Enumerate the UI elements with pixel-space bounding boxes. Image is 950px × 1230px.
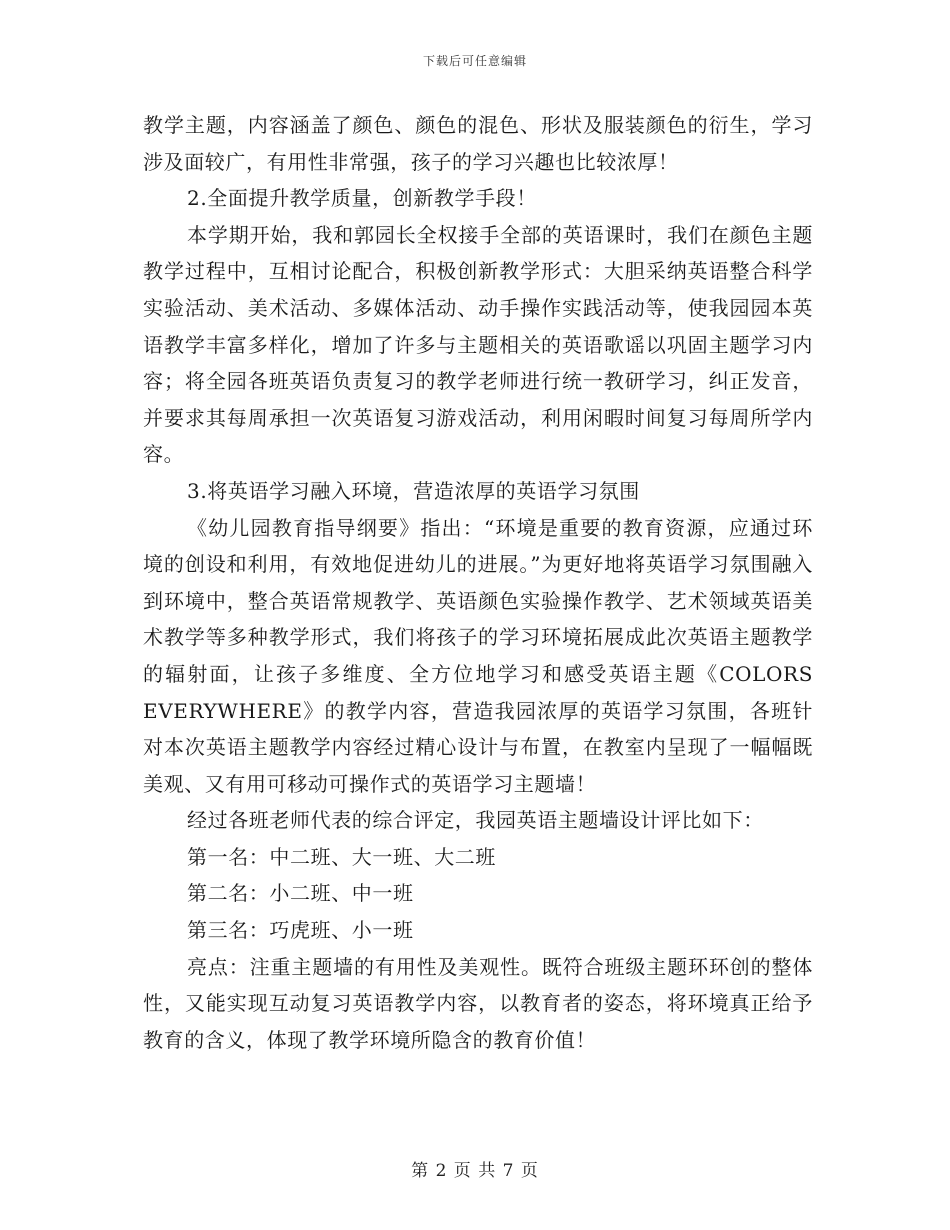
ranking-second: 第二名：小二班、中一班 [187,881,414,906]
page-header: 下载后可任意编辑 [422,54,527,68]
document-body [143,107,813,1058]
section-heading-3: 3.将英语学习融入环境，营造浓厚的英语学习氛围 [187,478,640,503]
ranking-third: 第三名：巧虎班、小一班 [187,918,414,943]
paragraph-highlights: 亮点：注重主题墙的有用性及美观性。既符合班级主题环环创的整体性，又能实现互动复习英语教学内容，以教育者的姿态，将环境真正给予教育的含义，体现了教学环境所隐含的教育价值！ [143,954,813,1052]
ranking-first: 第一名：中二班、大一班、大二班 [187,844,496,869]
section-heading-2: 2.全面提升教学质量，创新教学手段！ [187,186,537,211]
paragraph-teaching-methods: 本学期开始，我和郭园长全权接手全部的英语课时，我们在颜色主题教学过程中，互相讨论配合，积极创新教学形式：大胆采纳英语整合科学实验活动、美术活动、多媒体活动、动手操作实践活动等，使我园园本英语教学丰富多样化，增加了许多与主题相关的英语歌谣以巩固主题学习内容；将全园各班英语负责复习的教学老师进行统一教研学习，纠正发音，并要求其每周承担一次英语复习游戏活动，利用闲暇时间复习每周所学内容。 [143,222,813,467]
paragraph-environment: 《幼儿园教育指导纲要》指出：“环境是重要的教育资源，应通过环境的创设和利用，有效地促进幼儿的进展。”为更好地将英语学习氛围融入到环境中，整合英语常规教学、英语颜色实验操作教学、艺术领域英语美术教学等多种教学形式，我们将孩子的学习环境拓展成此次英语主题教学的辐射面，让孩子多维度、全方位地学习和感受英语主题《COLORS EVERYWHERE》的教学内容，营造我园浓厚的英语学习氛围，各班针对本次英语主题教学内容经过精心设计与布置，在教室内呈现了一幅幅既美观、又有用可移动可操作式的英语学习主题墙！ [143,515,813,796]
paragraph-intro-continued: 教学主题，内容涵盖了颜色、颜色的混色、形状及服装颜色的衍生，学习涉及面较广，有用性非常强，孩子的学习兴趣也比较浓厚！ [143,113,813,174]
page-number: 第 2 页 共 7 页 [411,1161,539,1181]
paragraph-evaluation-intro: 经过各班老师代表的综合评定，我园英语主题墙设计评比如下： [187,808,764,833]
